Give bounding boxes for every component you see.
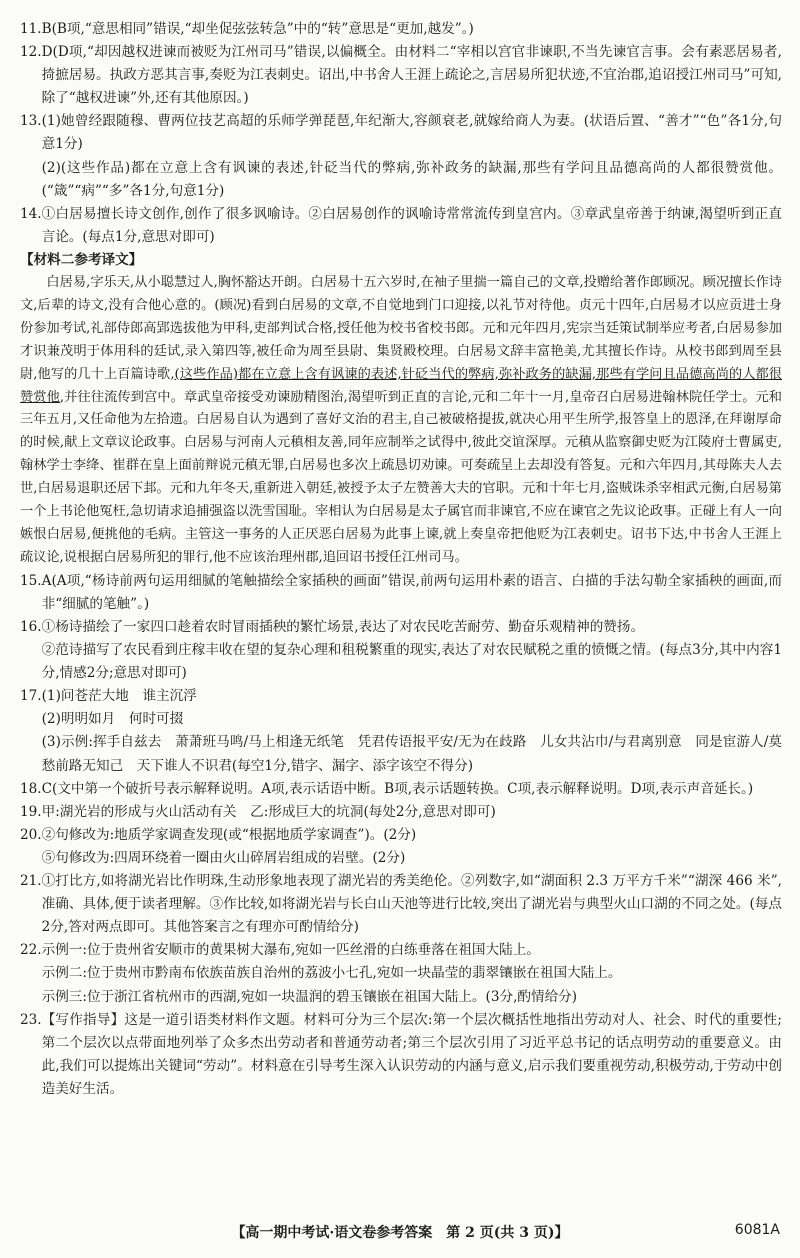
answer-line: (1)她曾经跟随穆、曹两位技艺高超的乐师学弹琵琶,年纪渐大,容颜衰老,就嫁给商人为妻。(状语后置、“善才”“色”各1分,句意1分): [41, 113, 782, 153]
answer-line: ②范诗描写了农民看到庄稼丰收在望的复杂心理和租税繁重的现实,表达了对农民赋税之重的愤慨之情。(每点3分,其中内容1分,情感2分;意思对即可): [41, 642, 782, 682]
answer-item: [20, 870, 782, 939]
answer-number: 15.: [20, 572, 42, 589]
answer-line: (2)明明如月 何时可掇: [41, 711, 184, 728]
answer-number: 13.: [20, 113, 42, 130]
answer-line: D(D项,“却因越权进谏而被贬为江州司马”错误,以偏概全。由材料二“宰相以宫官非谏职,不当先谏官言事。会有素恶居易者,掎摭居易。执政方恶其言事,奏贬为江表刺史。诏出,中书舍人王涯上疏论之,言居易所犯状迹,不宜治郡,追诏授江州司马”可知,除了“越权进谏”外,还有其他原因。): [41, 44, 782, 107]
answer-item: [20, 685, 782, 777]
translation-underlined-text: (这些作品)都在立意上含有讽谏的表述,针砭当代的弊病,弥补政务的缺漏,那些有学问且品德高尚的人都很赞赏他: [20, 366, 782, 405]
answer-number: 17.: [20, 688, 42, 705]
answer-body: [42, 824, 782, 870]
answer-item: [20, 1009, 782, 1101]
answer-number: 18.: [20, 780, 42, 797]
answer-body: [42, 18, 782, 41]
page-footer: [0, 1222, 800, 1246]
answer-item: [20, 824, 782, 870]
answer-body: [42, 685, 782, 777]
answer-line: A(A项,“杨诗前两句运用细腻的笔触描绘全家插秧的画面”错误,前两句运用朴素的语言、白描的手法勾勒全家插秧的画面,而非“细腻的笔触”。): [41, 572, 782, 612]
answer-item: [20, 939, 782, 1008]
answer-line: (3)示例:挥手自兹去 萧萧班马鸣/马上相逢无纸笔 凭君传语报平安/无为在歧路 儿女共沾巾/与君离别意 同是宦游人/莫愁前路无知己 天下谁人不识君(每空1分,错字、漏字、添字该空不得分): [41, 734, 782, 774]
answer-body: [42, 616, 782, 685]
answer-item: [20, 778, 782, 801]
footer-code: 6081A: [734, 1222, 780, 1238]
answer-body: [42, 801, 782, 824]
answer-number: 12.: [20, 44, 42, 61]
translation-text-part1: 白居易,字乐天,从小聪慧过人,胸怀豁达开朗。白居易十五六岁时,在袖子里揣一篇自己的文章,投赠给著作郎顾况。顾况擅长作诗文,后辈的诗文,没有合他心意的。(顾况)看到白居易的文章,不自觉地到门口迎接,以礼节对待他。贞元十四年,白居易才以应贡进士身份参加考试,礼部侍郎高郢选拔他为甲科,吏部判试合格,授任他为校书省校书郎。元和元年四月,宪宗当廷策试制举应考者,白居易参加才识兼茂明于体用科的廷试,录入第四等,被任命为周至县尉、集贤殿校理。白居易文辞丰富艳美,尤其擅长作诗。从校书郎到周至县尉,他写的几十上百篇诗歌,: [20, 275, 782, 382]
answer-item: [20, 801, 782, 824]
answer-item: [20, 110, 782, 202]
answer-line: B(B项,“意思相同”错误,“却坐促弦弦转急”中的“转”意思是“更加,越发”。): [41, 21, 474, 37]
translation-heading: 【材料二参考译文】: [20, 251, 143, 268]
answer-number: 20.: [20, 826, 42, 843]
answer-line: ①杨诗描绘了一家四口趁着农时冒雨插秧的繁忙场景,表达了对农民吃苦耐劳、勤奋乐观精神的赞扬。: [41, 619, 645, 635]
answer-number: 22.: [20, 942, 42, 959]
answer-item: [20, 570, 782, 616]
answer-body: [42, 203, 782, 249]
answer-list-part2: [20, 570, 782, 1101]
answer-body: [42, 939, 782, 1008]
answer-line: 示例三:位于浙江省杭州市的西湖,宛如一块温润的碧玉镶嵌在祖国大陆上。(3分,酌情给分): [41, 988, 578, 1005]
answer-number: 23.: [20, 1011, 42, 1028]
answer-line: (1)问苍茫大地 谁主沉浮: [41, 688, 197, 705]
answer-line: 示例二:位于贵州市黔南布依族苗族自治州的荔波小七孔,宛如一块晶莹的翡翠镶嵌在祖国大陆上。: [41, 965, 622, 982]
answer-list-part1: [20, 18, 782, 249]
translation-text-part2: ,并往往流传到宫中。章武皇帝接受劝谏励精图治,渴望听到正直的言论,元和二年十一月,皇帝召白居易进翰林院任学士。元和三年五月,又任命他为左拾遗。白居易自认为遇到了喜好文治的君主,自己被破格提拔,就决心用平生所学,报答皇上的恩泽,在拜谢厚命的时候,献上文章议论政事。白居易与河南人元稹相友善,同年应制举之试得中,彼此交谊深厚。元稹从监察御史贬为江陵府士曹属吏,翰林学士李绛、崔群在皇上面前辩说元稹无罪,白居易也多次上疏恳切劝谏。可奏疏呈上去却没有答复。元和六年四月,其母陈夫人去世,白居易退职还居下邽。元和九年冬天,重新进入朝廷,被授予太子左赞善大夫的官职。元和十年七月,盗贼诛杀宰相武元衡,白居易第一个上书论他冤枉,急切请求追捕强盗以洗雪国耻。宰相认为白居易是太子属官而非谏官,不应在谏官之先议论政事。正碰上有人一向嫉恨白居易,便挑他的毛病。主管这一事务的人正厌恶白居易为此事上谏,就上奏皇帝把他贬为江表刺史。诏书下达,中书舍人王涯上疏议论,说根据白居易所犯的罪行,他不应该治理州郡,追回诏书授任江州司马。: [20, 389, 782, 565]
answer-line: ②句修改为:地质学家调查发现(或“根据地质学家调查”)。(2分): [41, 826, 417, 843]
translation-text: [20, 272, 782, 570]
answer-number: 21.: [20, 873, 42, 890]
answer-number: 16.: [20, 619, 42, 635]
answer-line: (2)(这些作品)都在立意上含有讽谏的表述,针砭当代的弊病,弥补政务的缺漏,那些有学问且品德高尚的人都很赞赏他。(“箴”“病”“多”各1分,句意1分): [41, 159, 782, 199]
answer-line: 示例一:位于贵州省安顺市的黄果树大瀑布,宛如一匹丝滑的白练垂落在祖国大陆上。: [41, 942, 540, 959]
answer-line: 【写作指导】这是一道引语类材料作文题。材料可分为三个层次:第一个层次概括性地指出劳动对人、社会、时代的重要性;第二个层次以点带面地列举了众多杰出劳动者和普通劳动者;第三个层次引用了习近平总书记的话点明劳动的重要意义。由此,我们可以提炼出关键词“劳动”。材料意在引导考生深入认识劳动的内涵与意义,启示我们要重视劳动,积极劳动,于劳动中创造美好生活。: [41, 1011, 782, 1097]
footer-title: 【高一期中考试·语文卷参考答案 第 2 页(共 3 页)】: [231, 1225, 569, 1241]
answer-line: 甲:湖光岩的形成与火山活动有关 乙:形成巨大的坑洞(每处2分,意思对即可): [41, 803, 496, 820]
answer-line: ⑤句修改为:四周环绕着一圈由火山碎屑岩组成的岩壁。(2分): [41, 849, 406, 866]
answer-body: [42, 570, 782, 616]
answer-number: 19.: [20, 803, 42, 820]
answer-body: [42, 110, 782, 202]
answer-number: 11.: [20, 21, 42, 37]
answer-line: C(文中第一个破折号表示解释说明。A项,表示话语中断。B项,表示话题转换。C项,表示解释说明。D项,表示声音延长。): [41, 780, 754, 797]
answer-item: [20, 18, 782, 41]
answer-body: [42, 778, 782, 801]
answer-body: [42, 41, 782, 110]
answer-line: ①白居易擅长诗文创作,创作了很多讽喻诗。②白居易创作的讽喻诗常常流传到皇宫内。③章武皇帝善于纳谏,渴望听到正直言论。(每点1分,意思对即可): [41, 205, 782, 245]
answer-number: 14.: [20, 205, 42, 222]
answer-page: [20, 18, 782, 1101]
answer-body: [42, 870, 782, 939]
answer-line: ①打比方,如将湖光岩比作明珠,生动形象地表现了湖光岩的秀美绝伦。②列数字,如“湖面积 2.3 万平方千米”“湖深 466 米”,准确、具体,便于读者理解。③作比较,如将湖光岩与长白山天池等进行比较,突出了湖光岩与典型火山口湖的不同之处。(每点2分,答对两点即可。其他答案言之有理亦可酌情给分): [41, 873, 782, 936]
answer-item: [20, 41, 782, 110]
answer-item: [20, 203, 782, 249]
answer-body: [42, 1009, 782, 1101]
answer-item: [20, 616, 782, 685]
